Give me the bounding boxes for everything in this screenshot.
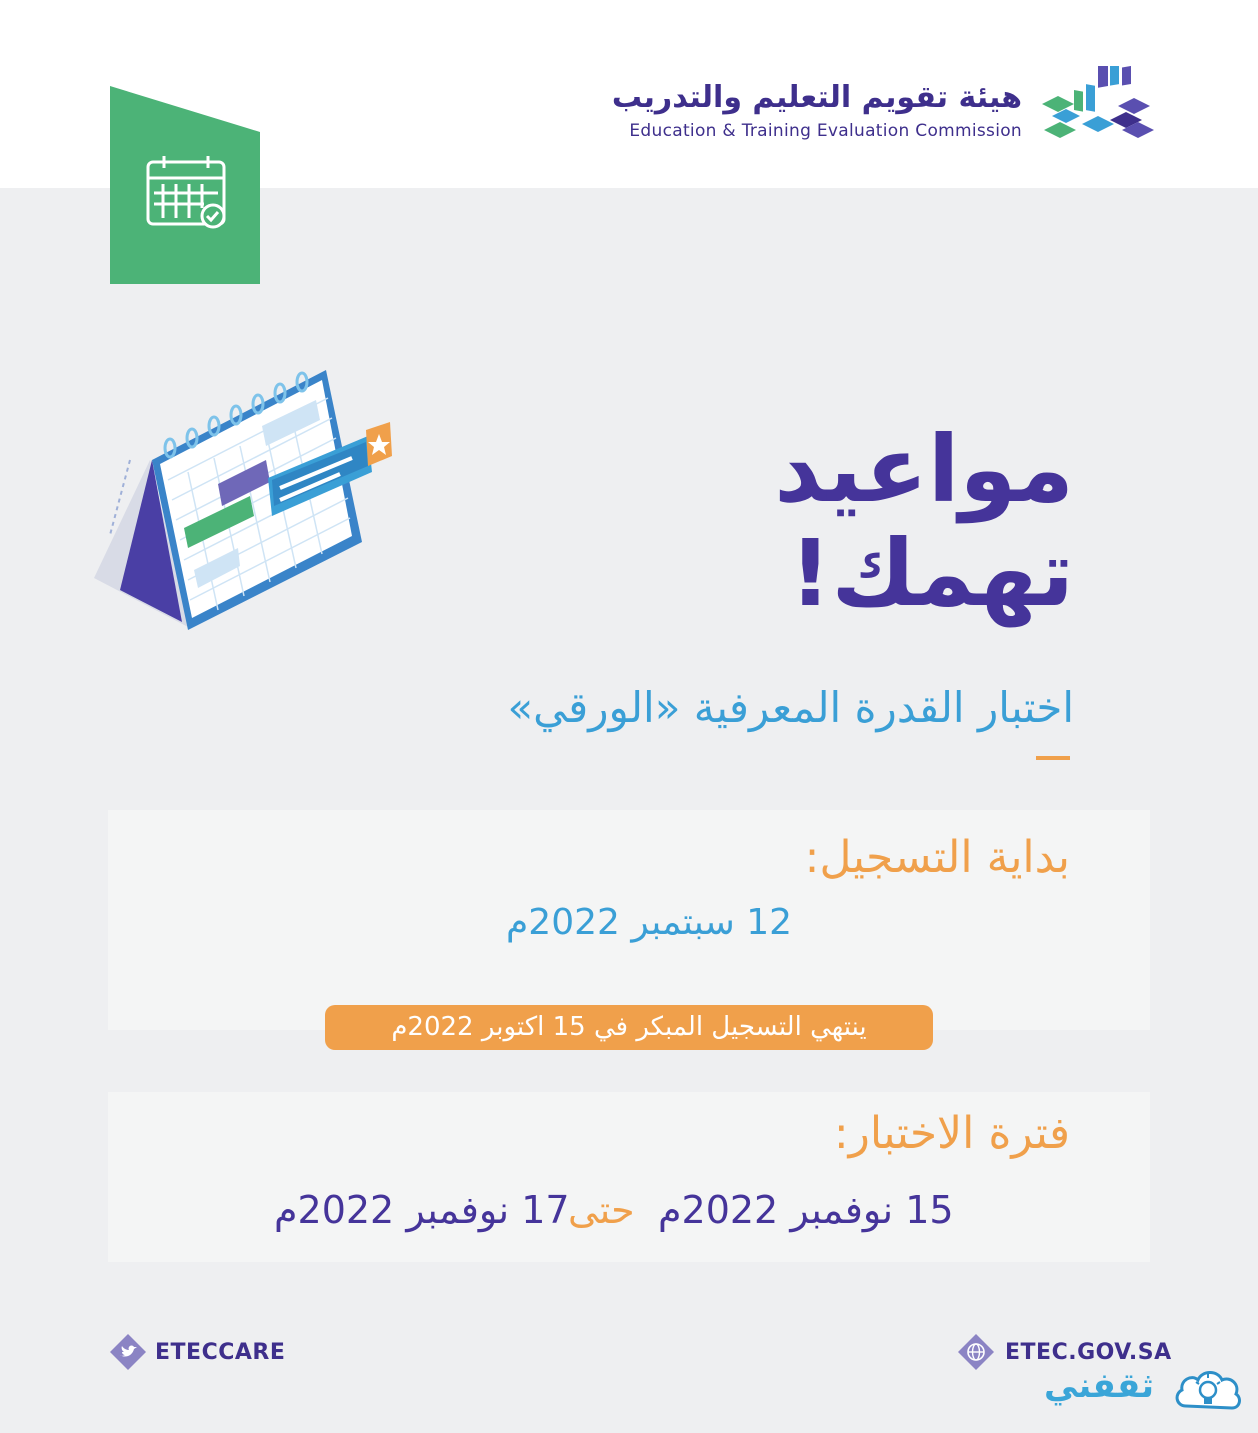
registration-date: 12 سبتمبر 2022م bbox=[506, 902, 793, 943]
etec-logo bbox=[1040, 66, 1156, 144]
exam-period-label: فترة الاختبار: bbox=[833, 1108, 1070, 1159]
exam-end-date: 17 نوفمبر 2022م bbox=[274, 1188, 570, 1232]
registration-label: بداية التسجيل: bbox=[804, 832, 1070, 883]
twitter-icon bbox=[110, 1334, 146, 1370]
exam-subtitle: اختبار القدرة المعرفية «الورقي» bbox=[507, 683, 1074, 732]
calendar-tab bbox=[110, 86, 260, 284]
watermark-text: ثقفني bbox=[1044, 1366, 1154, 1406]
globe-icon bbox=[958, 1334, 994, 1370]
page-title bbox=[774, 418, 1074, 626]
calendar-check-icon bbox=[110, 86, 260, 284]
lightbulb-cloud-icon bbox=[1172, 1362, 1244, 1422]
org-name-english: Education & Training Evaluation Commission bbox=[629, 121, 1022, 141]
title-line-2: تهمك! bbox=[789, 520, 1074, 627]
org-name-arabic: هيئة تقويم التعليم والتدريب bbox=[611, 80, 1022, 115]
website-link[interactable]: ETEC.GOV.SA bbox=[1005, 1340, 1172, 1365]
exam-start-date: 15 نوفمبر 2022م bbox=[658, 1188, 954, 1232]
twitter-handle-link[interactable]: ETECCARE bbox=[155, 1340, 286, 1365]
accent-divider bbox=[1036, 756, 1070, 760]
exam-until-word: حتى bbox=[568, 1188, 635, 1232]
title-line-1: مواعيد bbox=[774, 416, 1074, 523]
desk-calendar-illustration bbox=[90, 360, 400, 640]
early-registration-note: ينتهي التسجيل المبكر في 15 اكتوبر 2022م bbox=[325, 1005, 933, 1050]
